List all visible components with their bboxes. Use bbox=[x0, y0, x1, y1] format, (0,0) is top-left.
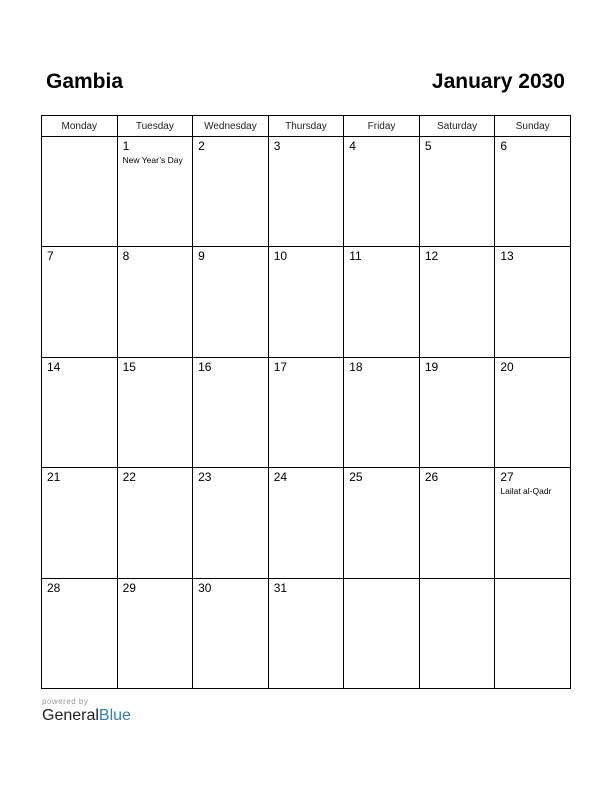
day-number: 8 bbox=[122, 249, 130, 264]
day-cell bbox=[42, 357, 118, 467]
day-number: 17 bbox=[273, 359, 288, 374]
day-cell bbox=[42, 468, 118, 578]
day-number: 18 bbox=[349, 359, 363, 374]
weekday-header-row bbox=[42, 116, 571, 137]
day-number: 14 bbox=[47, 359, 61, 374]
day-cell bbox=[193, 578, 269, 688]
day-number: 9 bbox=[198, 249, 205, 264]
week-row bbox=[42, 357, 571, 467]
day-number: 31 bbox=[273, 580, 288, 595]
day-cell bbox=[42, 247, 118, 357]
day-number: 23 bbox=[198, 470, 212, 485]
day-number: 4 bbox=[349, 139, 356, 153]
day-cell bbox=[268, 357, 344, 467]
powered-by-text: powered by bbox=[42, 697, 89, 706]
logo-blue-text: Blue bbox=[98, 707, 131, 724]
day-cell bbox=[268, 578, 344, 688]
day-cell bbox=[117, 247, 193, 357]
day-number: 20 bbox=[500, 359, 514, 374]
day-cell bbox=[42, 578, 118, 688]
weekday-wednesday: Wednesday bbox=[193, 116, 269, 137]
day-number: 16 bbox=[198, 359, 212, 374]
day-number: 24 bbox=[273, 470, 288, 485]
day-number: 7 bbox=[47, 249, 54, 264]
day-number: 5 bbox=[424, 139, 432, 153]
day-cell bbox=[495, 578, 571, 688]
day-cell bbox=[193, 247, 269, 357]
day-cell bbox=[419, 357, 495, 467]
day-number: 10 bbox=[273, 249, 288, 264]
day-cell bbox=[344, 137, 420, 247]
day-cell bbox=[344, 357, 420, 467]
logo-general-text: General bbox=[42, 707, 99, 724]
day-number: 26 bbox=[424, 470, 439, 485]
day-number: 12 bbox=[424, 249, 439, 264]
day-cell bbox=[495, 357, 571, 467]
country-title: Gambia bbox=[46, 70, 124, 93]
day-number: 19 bbox=[424, 359, 439, 374]
weekday-sunday: Sunday bbox=[495, 116, 571, 137]
day-number: 30 bbox=[198, 580, 212, 595]
day-cell bbox=[117, 137, 193, 247]
day-number: 22 bbox=[122, 470, 136, 485]
day-cell bbox=[117, 357, 193, 467]
holiday-label: Lailat al-Qadr bbox=[500, 486, 552, 497]
day-cell bbox=[495, 247, 571, 357]
day-cell bbox=[42, 137, 118, 247]
day-cell bbox=[495, 468, 571, 578]
day-cell bbox=[268, 468, 344, 578]
week-row bbox=[42, 137, 571, 247]
day-number: 21 bbox=[47, 470, 61, 485]
generalblue-logo bbox=[42, 707, 131, 725]
weekday-tuesday: Tuesday bbox=[117, 116, 193, 137]
weekday-thursday: Thursday bbox=[268, 116, 344, 137]
weekday-saturday: Saturday bbox=[419, 116, 495, 137]
day-cell bbox=[117, 468, 193, 578]
holiday-label: New Year’s Day bbox=[122, 155, 183, 165]
day-number: 13 bbox=[500, 249, 514, 264]
day-number: 6 bbox=[500, 139, 508, 153]
day-cell bbox=[419, 247, 495, 357]
week-row bbox=[42, 247, 571, 357]
day-number: 2 bbox=[198, 139, 205, 153]
day-cell bbox=[495, 137, 571, 247]
footer-branding bbox=[42, 697, 131, 725]
day-number: 29 bbox=[122, 580, 136, 595]
day-cell bbox=[419, 468, 495, 578]
day-cell bbox=[344, 578, 420, 688]
weekday-friday: Friday bbox=[344, 116, 420, 137]
day-cell bbox=[419, 137, 495, 247]
day-cell bbox=[419, 578, 495, 688]
day-number: 27 bbox=[500, 470, 514, 485]
day-number: 11 bbox=[349, 249, 362, 264]
calendar-grid bbox=[41, 115, 571, 689]
day-cell bbox=[344, 247, 420, 357]
day-cell bbox=[268, 137, 344, 247]
day-cell bbox=[193, 357, 269, 467]
month-year-title: January 2030 bbox=[431, 70, 565, 93]
day-cell bbox=[344, 468, 420, 578]
day-cell bbox=[268, 247, 344, 357]
week-row bbox=[42, 578, 571, 688]
weekday-monday: Monday bbox=[42, 116, 118, 137]
day-cell bbox=[193, 137, 269, 247]
day-cell bbox=[193, 468, 269, 578]
day-number: 3 bbox=[273, 139, 281, 153]
week-row bbox=[42, 468, 571, 578]
day-cell bbox=[117, 578, 193, 688]
day-number: 28 bbox=[47, 580, 61, 595]
day-number: 15 bbox=[122, 359, 136, 374]
day-number: 1 bbox=[122, 139, 130, 153]
day-number: 25 bbox=[349, 470, 363, 485]
